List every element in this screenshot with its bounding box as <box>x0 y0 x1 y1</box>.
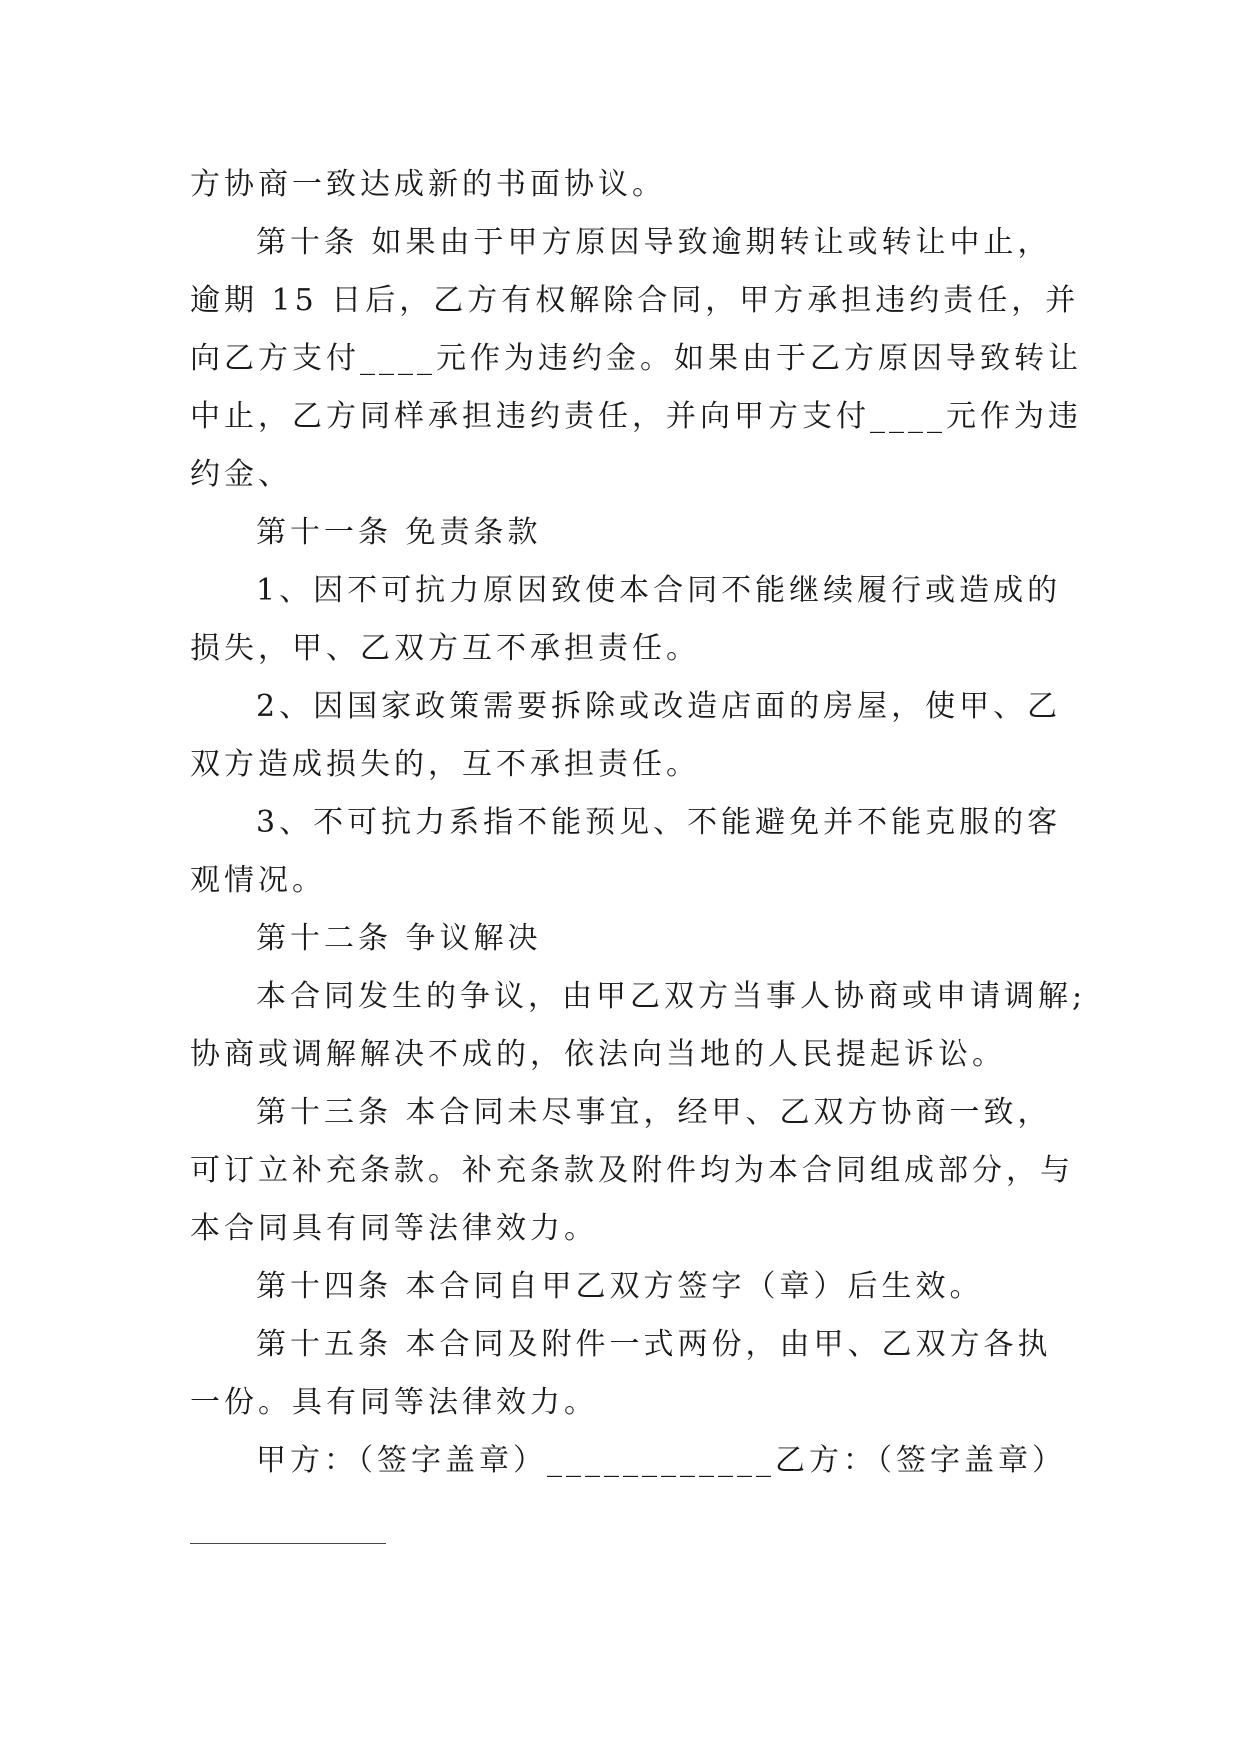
text-line: 逾期 15 日后，乙方有权解除合同，甲方承担违约责任，并 <box>190 283 1080 318</box>
article-10-heading-line: 第十条 如果由于甲方原因导致逾期转让或转让中止， <box>256 225 1052 260</box>
text-line: 观情况。 <box>190 863 326 898</box>
text-line: 双方造成损失的，互不承担责任。 <box>190 747 700 782</box>
text-line: 一份。具有同等法律效力。 <box>190 1385 598 1420</box>
footnote-divider <box>190 1543 386 1544</box>
text-line: 中止，乙方同样承担违约责任，并向甲方支付____元作为违 <box>190 399 1082 434</box>
clause-2-line: 2、因国家政策需要拆除或改造店面的房屋，使甲、乙 <box>256 689 1062 724</box>
text-line: 本合同具有同等法律效力。 <box>190 1211 598 1246</box>
article-15-line: 第十五条 本合同及附件一式两份，由甲、乙双方各执 <box>256 1327 1052 1362</box>
text-line: 本合同发生的争议，由甲乙双方当事人协商或申请调解; <box>256 979 1087 1014</box>
article-14-line: 第十四条 本合同自甲乙双方签字（章）后生效。 <box>256 1269 984 1304</box>
text-line: 可订立补充条款。补充条款及附件均为本合同组成部分，与 <box>190 1153 1074 1188</box>
article-11-heading: 第十一条 免责条款 <box>256 515 542 550</box>
text-line: 约金、 <box>190 457 292 492</box>
text-line: 损失，甲、乙双方互不承担责任。 <box>190 631 700 666</box>
text-line: 方协商一致达成新的书面协议。 <box>190 167 666 202</box>
article-12-heading: 第十二条 争议解决 <box>256 921 542 956</box>
clause-1-line: 1、因不可抗力原因致使本合同不能继续履行或造成的 <box>256 573 1062 608</box>
clause-3-line: 3、不可抗力系指不能预见、不能避免并不能克服的客 <box>256 805 1062 840</box>
signature-line: 甲方：（签字盖章）____________乙方：（签字盖章） <box>256 1443 1066 1478</box>
article-13-line: 第十三条 本合同未尽事宜，经甲、乙双方协商一致， <box>256 1095 1052 1130</box>
text-line: 协商或调解解决不成的，依法向当地的人民提起诉讼。 <box>190 1037 1006 1072</box>
text-line: 向乙方支付____元作为违约金。如果由于乙方原因导致转让 <box>190 341 1082 376</box>
